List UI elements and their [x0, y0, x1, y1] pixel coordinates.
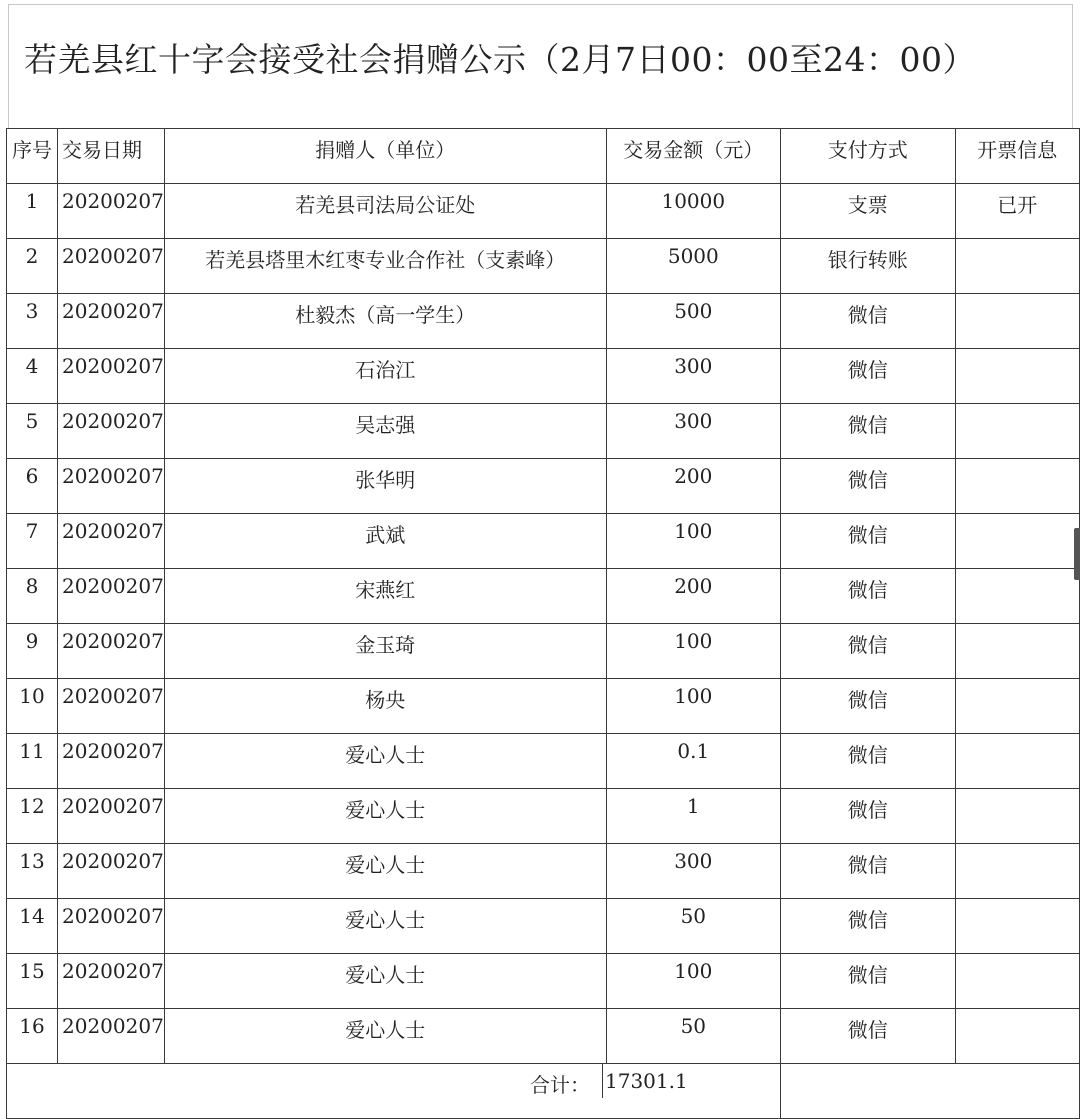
cell-invoice [955, 679, 1079, 734]
table-row [7, 404, 1080, 459]
cell-method: 微信 [780, 789, 955, 844]
cell-index: 3 [7, 294, 58, 349]
cell-date: 20200207 [58, 459, 165, 514]
cell-method: 微信 [780, 294, 955, 349]
table-row [7, 789, 1080, 844]
cell-date: 20200207 [58, 734, 165, 789]
cell-index: 15 [7, 954, 58, 1009]
cell-invoice [955, 569, 1079, 624]
cell-donor: 爱心人士 [164, 1009, 606, 1064]
cell-donor: 吴志强 [164, 404, 606, 459]
cell-method: 微信 [780, 349, 955, 404]
cell-amount: 50 [606, 1009, 780, 1064]
cell-amount: 50 [606, 899, 780, 954]
cell-date: 20200207 [58, 239, 165, 294]
cell-index: 7 [7, 514, 58, 569]
cell-invoice [955, 789, 1079, 844]
header-amount: 交易金额（元） [606, 129, 780, 184]
cell-donor: 爱心人士 [164, 844, 606, 899]
table-row [7, 514, 1080, 569]
cell-date: 20200207 [58, 844, 165, 899]
cell-index: 5 [7, 404, 58, 459]
cell-donor: 爱心人士 [164, 899, 606, 954]
cell-index: 13 [7, 844, 58, 899]
cell-donor: 爱心人士 [164, 789, 606, 844]
page-border-top [8, 4, 1072, 5]
cell-amount: 100 [606, 624, 780, 679]
cell-index: 11 [7, 734, 58, 789]
cell-invoice [955, 294, 1079, 349]
header-date: 交易日期 [58, 129, 165, 184]
cell-index: 16 [7, 1009, 58, 1064]
cell-donor: 张华明 [164, 459, 606, 514]
cell-invoice [955, 844, 1079, 899]
cell-index: 1 [7, 184, 58, 239]
total-empty-cell [780, 1064, 1079, 1119]
cell-amount: 300 [606, 349, 780, 404]
cell-amount: 300 [606, 844, 780, 899]
total-row [7, 1064, 1080, 1119]
cell-donor: 若羌县塔里木红枣专业合作社（支素峰） [164, 239, 606, 294]
cell-invoice [955, 514, 1079, 569]
cell-method: 微信 [780, 844, 955, 899]
cell-index: 10 [7, 679, 58, 734]
cell-invoice: 已开 [955, 184, 1079, 239]
page-border-right [1072, 4, 1073, 128]
total-cell-group [7, 1064, 781, 1119]
cell-donor: 金玉琦 [164, 624, 606, 679]
table-row [7, 569, 1080, 624]
cell-date: 20200207 [58, 624, 165, 679]
cell-method: 微信 [780, 514, 955, 569]
cell-method: 支票 [780, 184, 955, 239]
cell-date: 20200207 [58, 679, 165, 734]
table-row [7, 624, 1080, 679]
cell-method: 微信 [780, 459, 955, 514]
header-donor: 捐赠人（单位） [164, 129, 606, 184]
cell-amount: 5000 [606, 239, 780, 294]
cell-invoice [955, 734, 1079, 789]
scrollbar-handle[interactable] [1074, 528, 1080, 580]
cell-method: 微信 [780, 624, 955, 679]
cell-date: 20200207 [58, 514, 165, 569]
cell-date: 20200207 [58, 954, 165, 1009]
cell-date: 20200207 [58, 569, 165, 624]
cell-date: 20200207 [58, 184, 165, 239]
cell-amount: 100 [606, 514, 780, 569]
cell-method: 微信 [780, 404, 955, 459]
page-border-left [8, 4, 9, 128]
cell-amount: 100 [606, 679, 780, 734]
table-row [7, 349, 1080, 404]
table-row [7, 844, 1080, 899]
table-row [7, 954, 1080, 1009]
cell-invoice [955, 404, 1079, 459]
cell-amount: 0.1 [606, 734, 780, 789]
cell-index: 6 [7, 459, 58, 514]
cell-date: 20200207 [58, 294, 165, 349]
table-row [7, 899, 1080, 954]
cell-method: 微信 [780, 679, 955, 734]
table-row [7, 239, 1080, 294]
cell-date: 20200207 [58, 789, 165, 844]
table-row [7, 184, 1080, 239]
cell-index: 2 [7, 239, 58, 294]
cell-date: 20200207 [58, 349, 165, 404]
cell-amount: 200 [606, 459, 780, 514]
total-value: 17301.1 [602, 1064, 780, 1098]
cell-amount: 300 [606, 404, 780, 459]
header-index: 序号 [7, 129, 58, 184]
cell-amount: 100 [606, 954, 780, 1009]
cell-donor: 爱心人士 [164, 954, 606, 1009]
cell-donor: 宋燕红 [164, 569, 606, 624]
cell-donor: 杜毅杰（高一学生） [164, 294, 606, 349]
table-header-row [7, 129, 1080, 184]
cell-index: 12 [7, 789, 58, 844]
cell-method: 微信 [780, 1009, 955, 1064]
cell-donor: 若羌县司法局公证处 [164, 184, 606, 239]
cell-invoice [955, 239, 1079, 294]
cell-method: 微信 [780, 899, 955, 954]
cell-index: 8 [7, 569, 58, 624]
cell-index: 9 [7, 624, 58, 679]
cell-method: 微信 [780, 569, 955, 624]
cell-invoice [955, 459, 1079, 514]
cell-invoice [955, 899, 1079, 954]
cell-date: 20200207 [58, 1009, 165, 1064]
total-label: 合计： [530, 1073, 590, 1097]
cell-invoice [955, 349, 1079, 404]
table-body [7, 184, 1080, 1064]
page-title: 若羌县红十字会接受社会捐赠公示（2月7日00：00至24：00） [24, 40, 976, 79]
header-invoice: 开票信息 [955, 129, 1079, 184]
table-row [7, 679, 1080, 734]
cell-method: 微信 [780, 954, 955, 1009]
cell-amount: 200 [606, 569, 780, 624]
header-method: 支付方式 [780, 129, 955, 184]
cell-index: 14 [7, 899, 58, 954]
cell-invoice [955, 954, 1079, 1009]
cell-amount: 1 [606, 789, 780, 844]
cell-donor: 武斌 [164, 514, 606, 569]
cell-index: 4 [7, 349, 58, 404]
cell-donor: 爱心人士 [164, 734, 606, 789]
cell-amount: 500 [606, 294, 780, 349]
donation-table [6, 128, 1080, 1119]
cell-donor: 杨央 [164, 679, 606, 734]
table-row [7, 459, 1080, 514]
table-row [7, 294, 1080, 349]
cell-amount: 10000 [606, 184, 780, 239]
table-row [7, 734, 1080, 789]
cell-invoice [955, 624, 1079, 679]
cell-date: 20200207 [58, 899, 165, 954]
table-row [7, 1009, 1080, 1064]
cell-invoice [955, 1009, 1079, 1064]
cell-date: 20200207 [58, 404, 165, 459]
cell-method: 微信 [780, 734, 955, 789]
cell-method: 银行转账 [780, 239, 955, 294]
cell-donor: 石治江 [164, 349, 606, 404]
